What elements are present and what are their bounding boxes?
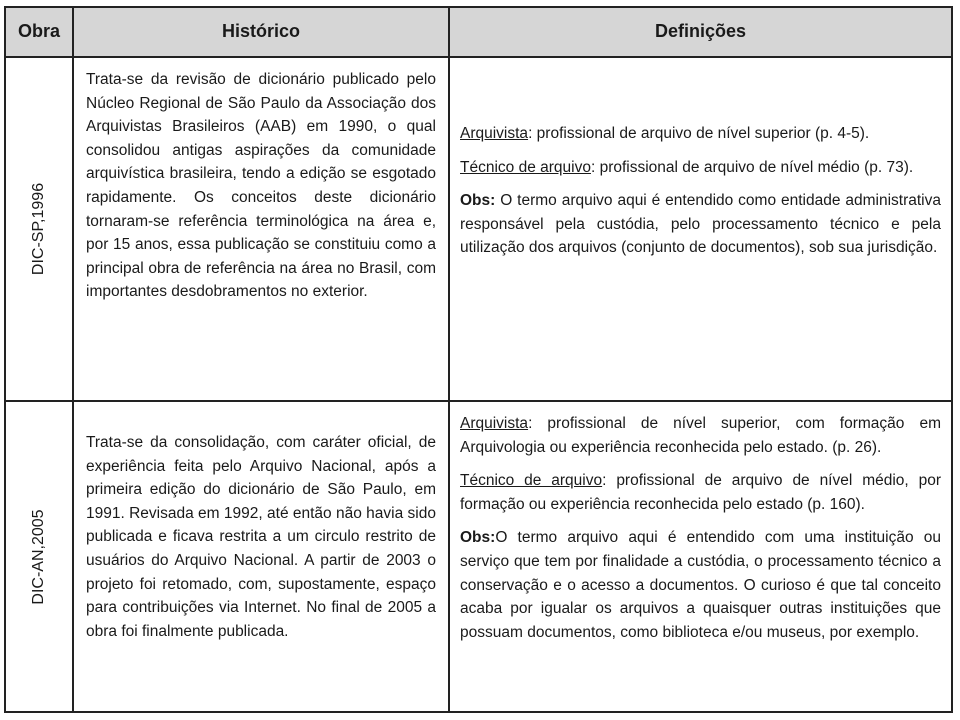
header-cell-historico — [74, 8, 450, 56]
definition-arquivista — [460, 412, 941, 459]
header-definicoes-label: Definições — [654, 21, 747, 41]
definition-obs — [460, 526, 941, 644]
definicoes-block — [460, 412, 941, 654]
definition-tecnico-text: : profissional de arquivo de nível médio (p. 73). — [590, 158, 914, 176]
definition-arquivista-text: : profissional de arquivo de nível superior (p. 4-5). — [528, 125, 870, 142]
term-tecnico-de-arquivo: Técnico de arquivo — [460, 472, 603, 490]
historico-text: Trata-se da revisão de dicionário publicado pelo Núcleo Regional de São Paulo da Associação dos Arquivistas Brasileiros (AAB) em 1990, o qual consolidou antigas aspirações da comunidade arquivística brasileira, tendo a edição se esgotado rapidamente. Os conceitos deste dicionário tornaram-se referência terminológica na área e, por 15 anos, essa publicação se constituiu como a principal obra de referência na área no Brasil, com importantes desdobramentos no exterior. — [86, 71, 436, 301]
table-row — [6, 402, 951, 711]
comparison-table — [4, 6, 953, 713]
table-header-row — [6, 8, 951, 58]
definition-obs — [460, 189, 941, 260]
definicoes-cell — [450, 402, 951, 711]
definicoes-block — [460, 122, 941, 270]
header-historico-label: Histórico — [221, 21, 300, 41]
term-arquivista: Arquivista — [460, 125, 529, 142]
historico-cell — [74, 58, 450, 400]
term-tecnico-de-arquivo: Técnico de arquivo — [460, 158, 591, 176]
table-row — [6, 58, 951, 402]
obra-cell — [6, 402, 74, 711]
header-cell-definicoes — [450, 8, 951, 56]
obra-label: DIC-SP,1996 — [30, 182, 47, 276]
definition-tecnico-text: : profissional de arquivo de nível médio, por formação ou experiência reconhecida pelo estado (p. 160). — [460, 472, 941, 513]
definition-tecnico — [460, 469, 941, 516]
header-cell-obra — [6, 8, 74, 56]
definicoes-cell — [450, 58, 951, 400]
historico-text: Trata-se da consolidação, com caráter oficial, de experiência feita pelo Arquivo Nacional, após a primeira edição do dicionário de São Paulo, em 1991. Revisada em 1992, até então não havia sido publicada e ficava restrita a um circulo restrito de usuários do Arquivo Nacional. A partir de 2003 o projeto foi retomado, com, supostamente, espaço para contribuições via Internet. No final de 2005 a obra foi finalmente publicada. — [86, 434, 436, 640]
obs-text: O termo arquivo aqui é entendido com uma instituição ou serviço que tem por finalidade a custódia, o processamento técnico a conservação e o acesso a documentos. O curioso é que tal conceito acaba por igualar os arquivos a quaisquer outras instituições que possuam documentos, como biblioteca e/ou museus, por exemplo. — [460, 529, 941, 641]
obra-cell — [6, 58, 74, 400]
definition-tecnico — [460, 156, 941, 180]
obra-label: DIC-AN,2005 — [30, 508, 47, 605]
definition-arquivista-text: : profissional de nível superior, com formação em Arquivologia ou experiência reconhecida pelo estado. (p. 26). — [460, 415, 941, 456]
historico-cell — [74, 402, 450, 711]
obs-label: Obs: — [460, 529, 496, 547]
term-arquivista: Arquivista — [460, 415, 529, 432]
header-obra-label: Obra — [17, 21, 60, 41]
obs-text: O termo arquivo aqui é entendido como entidade administrativa responsável pela custódia, pelo processamento técnico e pela utilização dos arquivos (conjunto de documentos), sob sua jurisdição. — [460, 192, 941, 257]
definition-arquivista — [460, 122, 941, 146]
obs-label: Obs: — [460, 192, 496, 210]
